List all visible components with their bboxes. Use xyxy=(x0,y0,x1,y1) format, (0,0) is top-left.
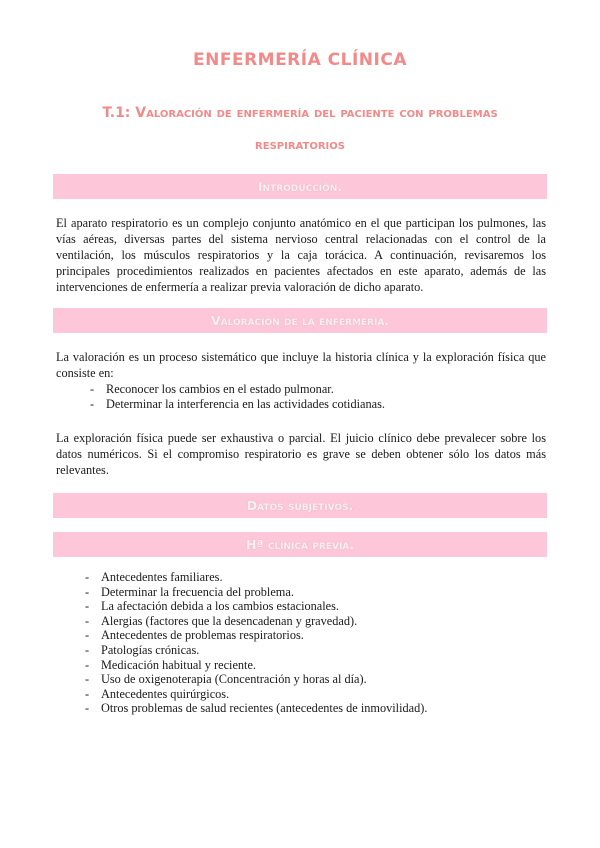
list-item: - Alergias (factores que la desencadenan y gravedad). xyxy=(85,614,545,629)
document-subtitle: T.1: Valoración de enfermería del paciente con problemas respiratorios xyxy=(102,105,498,153)
subsection-heading-historia-clinica: Hª clínica previa. xyxy=(53,532,547,557)
valoracion-list xyxy=(90,382,530,411)
list-item: - Antecedentes familiares. xyxy=(85,570,545,585)
document-title: ENFERMERÍA CLÍNICA xyxy=(193,50,407,70)
list-item: - La afectación debida a los cambios estacionales. xyxy=(85,599,545,614)
section-heading-introduccion: Introducción. xyxy=(53,174,547,199)
list-item: - Antecedentes de problemas respiratorios. xyxy=(85,628,545,643)
list-item: - Medicación habitual y reciente. xyxy=(85,658,545,673)
list-item: - Uso de oxigenoterapia (Concentración y horas al día). xyxy=(85,672,545,687)
list-item: - Antecedentes quirúrgicos. xyxy=(85,687,545,702)
list-item: - Determinar la interferencia en las actividades cotidianas. xyxy=(90,397,530,412)
list-item: - Determinar la frecuencia del problema. xyxy=(85,585,545,600)
section-heading-valoracion: Valoración de la enfermería. xyxy=(53,308,547,333)
intro-paragraph: El aparato respiratorio es un complejo conjunto anatómico en el que participan los pulmones, las vías aéreas, diversas partes del sistema nervioso central relacionadas con el control de la ventilación, los músculos respiratorios y la caja torácica. A continuación, revisaremos los principales procedimientos realizados en pacientes afectados en este aparato, además de las intervenciones de enfermería a realizar previa valoración de dicho aparato. xyxy=(56,216,546,294)
historia-clinica-list xyxy=(85,570,545,716)
list-item: - Otros problemas de salud recientes (antecedentes de inmovilidad). xyxy=(85,701,545,716)
list-item: - Patologías crónicas. xyxy=(85,643,545,658)
valoracion-paragraph: La valoración es un proceso sistemático que incluye la historia clínica y la exploración física que consiste en: xyxy=(56,350,546,380)
exploracion-paragraph: La exploración física puede ser exhaustiva o parcial. El juicio clínico debe prevalecer sobre los datos numéricos. Si el compromiso respiratorio es grave se deben obtener sólo los datos más relevantes. xyxy=(56,431,546,477)
section-heading-datos-subjetivos: Datos subjetivos. xyxy=(53,493,547,518)
list-item: - Reconocer los cambios en el estado pulmonar. xyxy=(90,382,530,397)
